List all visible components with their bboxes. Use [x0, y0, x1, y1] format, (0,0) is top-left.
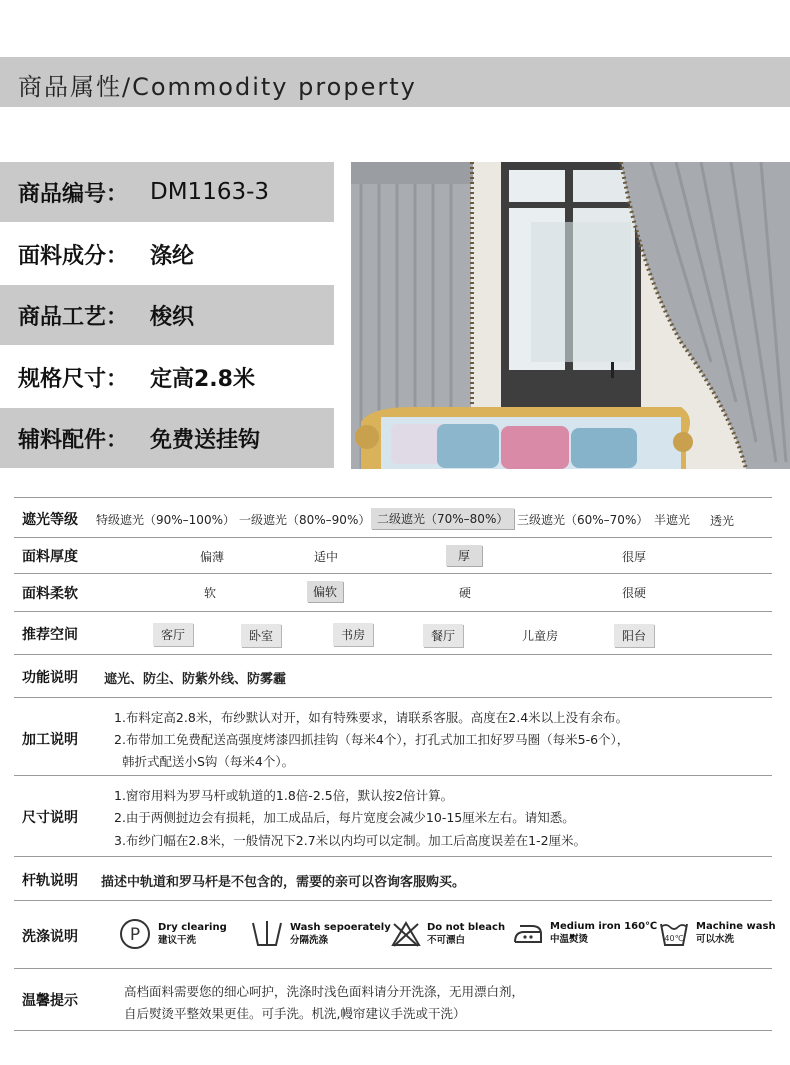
care-en: Do not bleach [427, 922, 506, 933]
processing-line: 韩折式配送小S钩（每米4个）。 [122, 754, 295, 769]
curtain-room-illustration [351, 162, 790, 469]
care-zh: 分隔洗涤 [290, 935, 329, 946]
option-softness: 硬 [459, 586, 472, 600]
option-softness-selected: 偏软 [307, 581, 343, 602]
table-divider [14, 611, 772, 612]
spec-row-item-number [0, 162, 334, 222]
product-photo [351, 162, 790, 469]
processing-line: 2.布带加工免费配送高强度烤漆四抓挂钩（每米4个），打孔式加工扣好罗马圈（每米5-6个）， [114, 732, 630, 747]
option-thickness: 很厚 [622, 550, 647, 564]
care-en: Medium iron 160℃ [550, 921, 658, 932]
care-zh: 不可漂白 [427, 935, 466, 946]
row-label-shading: 遮光等级 [22, 512, 78, 528]
row-label-processing: 加工说明 [22, 732, 78, 748]
spec-row-size [0, 347, 334, 407]
option-softness: 软 [204, 586, 217, 600]
section-title: 商品属性/Commodity property [18, 73, 417, 101]
row-label-washing: 洗涤说明 [22, 929, 78, 945]
care-medium-iron [512, 920, 657, 946]
row-label-size: 尺寸说明 [22, 810, 78, 826]
care-wash-separately [250, 919, 391, 949]
table-divider [14, 1030, 772, 1031]
section-header [0, 57, 790, 107]
size-line: 1.窗帘用料为罗马杆或轨道的1.8倍-2.5倍，默认按2倍计算。 [114, 788, 454, 803]
table-divider [14, 900, 772, 901]
option-thickness: 偏薄 [200, 550, 225, 564]
option-softness: 很硬 [622, 586, 647, 600]
care-en: Machine wash [696, 921, 776, 932]
dry-clean-glyph: P [129, 925, 141, 945]
care-zh: 建议干洗 [158, 935, 197, 946]
row-label-rail: 杆轨说明 [22, 873, 78, 889]
tips-line: 自后熨烫平整效果更佳。可手洗。机洗,幔帘建议手洗或干洗） [124, 1006, 466, 1021]
medium-iron-icon [512, 920, 544, 946]
spec-key: 商品工艺： [18, 304, 129, 330]
size-line: 3.布纱门幅在2.8米，一般情况下2.7米以内均可以定制。加工后高度误差在1-2厘米。 [114, 833, 587, 848]
room-tag: 餐厅 [423, 624, 463, 647]
spec-value: 梭织 [150, 304, 195, 330]
option-shading: 透光 [710, 514, 735, 528]
care-zh: 可以水洗 [696, 934, 735, 945]
spec-value: DM1163-3 [150, 179, 270, 205]
option-shading: 特级遮光（90%–100%） [96, 513, 235, 527]
spec-value: 涤纶 [150, 243, 195, 269]
option-shading: 半遮光 [654, 513, 691, 527]
room-tag: 阳台 [614, 624, 654, 647]
size-line: 2.由于两侧挝边会有损耗，加工成品后，每片宽度会减少10-15厘米左右。请知悉。 [114, 810, 575, 825]
room-tag: 卧室 [241, 624, 281, 647]
table-divider [14, 497, 772, 498]
care-dry-clean [118, 917, 227, 951]
spec-key: 商品编号： [18, 181, 129, 207]
rail-text: 描述中轨道和罗马杆是不包含的，需要的亲可以咨询客服购买。 [101, 875, 466, 890]
care-zh: 中温熨烫 [550, 934, 589, 945]
table-divider [14, 697, 772, 698]
spec-key: 规格尺寸： [18, 366, 129, 392]
row-label-softness: 面料柔软 [22, 586, 78, 602]
table-divider [14, 856, 772, 857]
table-divider [14, 654, 772, 655]
care-machine-wash [658, 918, 776, 948]
processing-line: 1.布料定高2.8米，布纱默认对开，如有特殊要求，请联系客服。高度在2.4米以上没有余布。 [114, 710, 629, 725]
dry-clean-icon [118, 917, 152, 951]
spec-row-craft [0, 285, 334, 345]
care-en: Dry clearing [158, 922, 227, 933]
option-thickness: 适中 [314, 550, 339, 564]
care-en: Wash sepoerately [290, 922, 391, 933]
table-divider [14, 968, 772, 969]
spec-row-accessories [0, 408, 334, 468]
row-label-thickness: 面料厚度 [22, 549, 78, 565]
row-label-rooms: 推荐空间 [22, 627, 78, 643]
option-shading-selected: 二级遮光（70%–80%） [371, 508, 514, 529]
function-text: 遮光、防尘、防紫外线、防雾霾 [104, 672, 287, 687]
option-shading: 三级遮光（60%–70%） [517, 513, 649, 527]
spec-key: 面料成分： [18, 243, 129, 269]
table-divider [14, 537, 772, 538]
machine-wash-glyph: 40℃ [664, 934, 684, 943]
room-tag: 儿童房 [522, 629, 559, 643]
spec-value: 定高2.8米 [150, 366, 255, 392]
row-label-tips: 温馨提示 [22, 993, 78, 1009]
row-label-function: 功能说明 [22, 670, 78, 686]
table-divider [14, 775, 772, 776]
spec-row-material [0, 224, 334, 284]
wash-separately-icon [250, 919, 284, 949]
no-bleach-icon [391, 920, 421, 948]
room-tag: 客厅 [153, 623, 193, 646]
option-thickness-selected: 厚 [446, 545, 482, 566]
option-shading: 一级遮光（80%–90%） [239, 513, 371, 527]
care-no-bleach [391, 920, 505, 948]
spec-value: 免费送挂钩 [150, 427, 261, 453]
machine-wash-icon [658, 918, 690, 948]
table-divider [14, 573, 772, 574]
spec-key: 辅料配件： [18, 427, 129, 453]
room-tag: 书房 [333, 623, 373, 646]
tips-line: 高档面料需要您的细心呵护，洗涤时浅色面料请分开洗涤，无用漂白剂， [124, 984, 525, 999]
